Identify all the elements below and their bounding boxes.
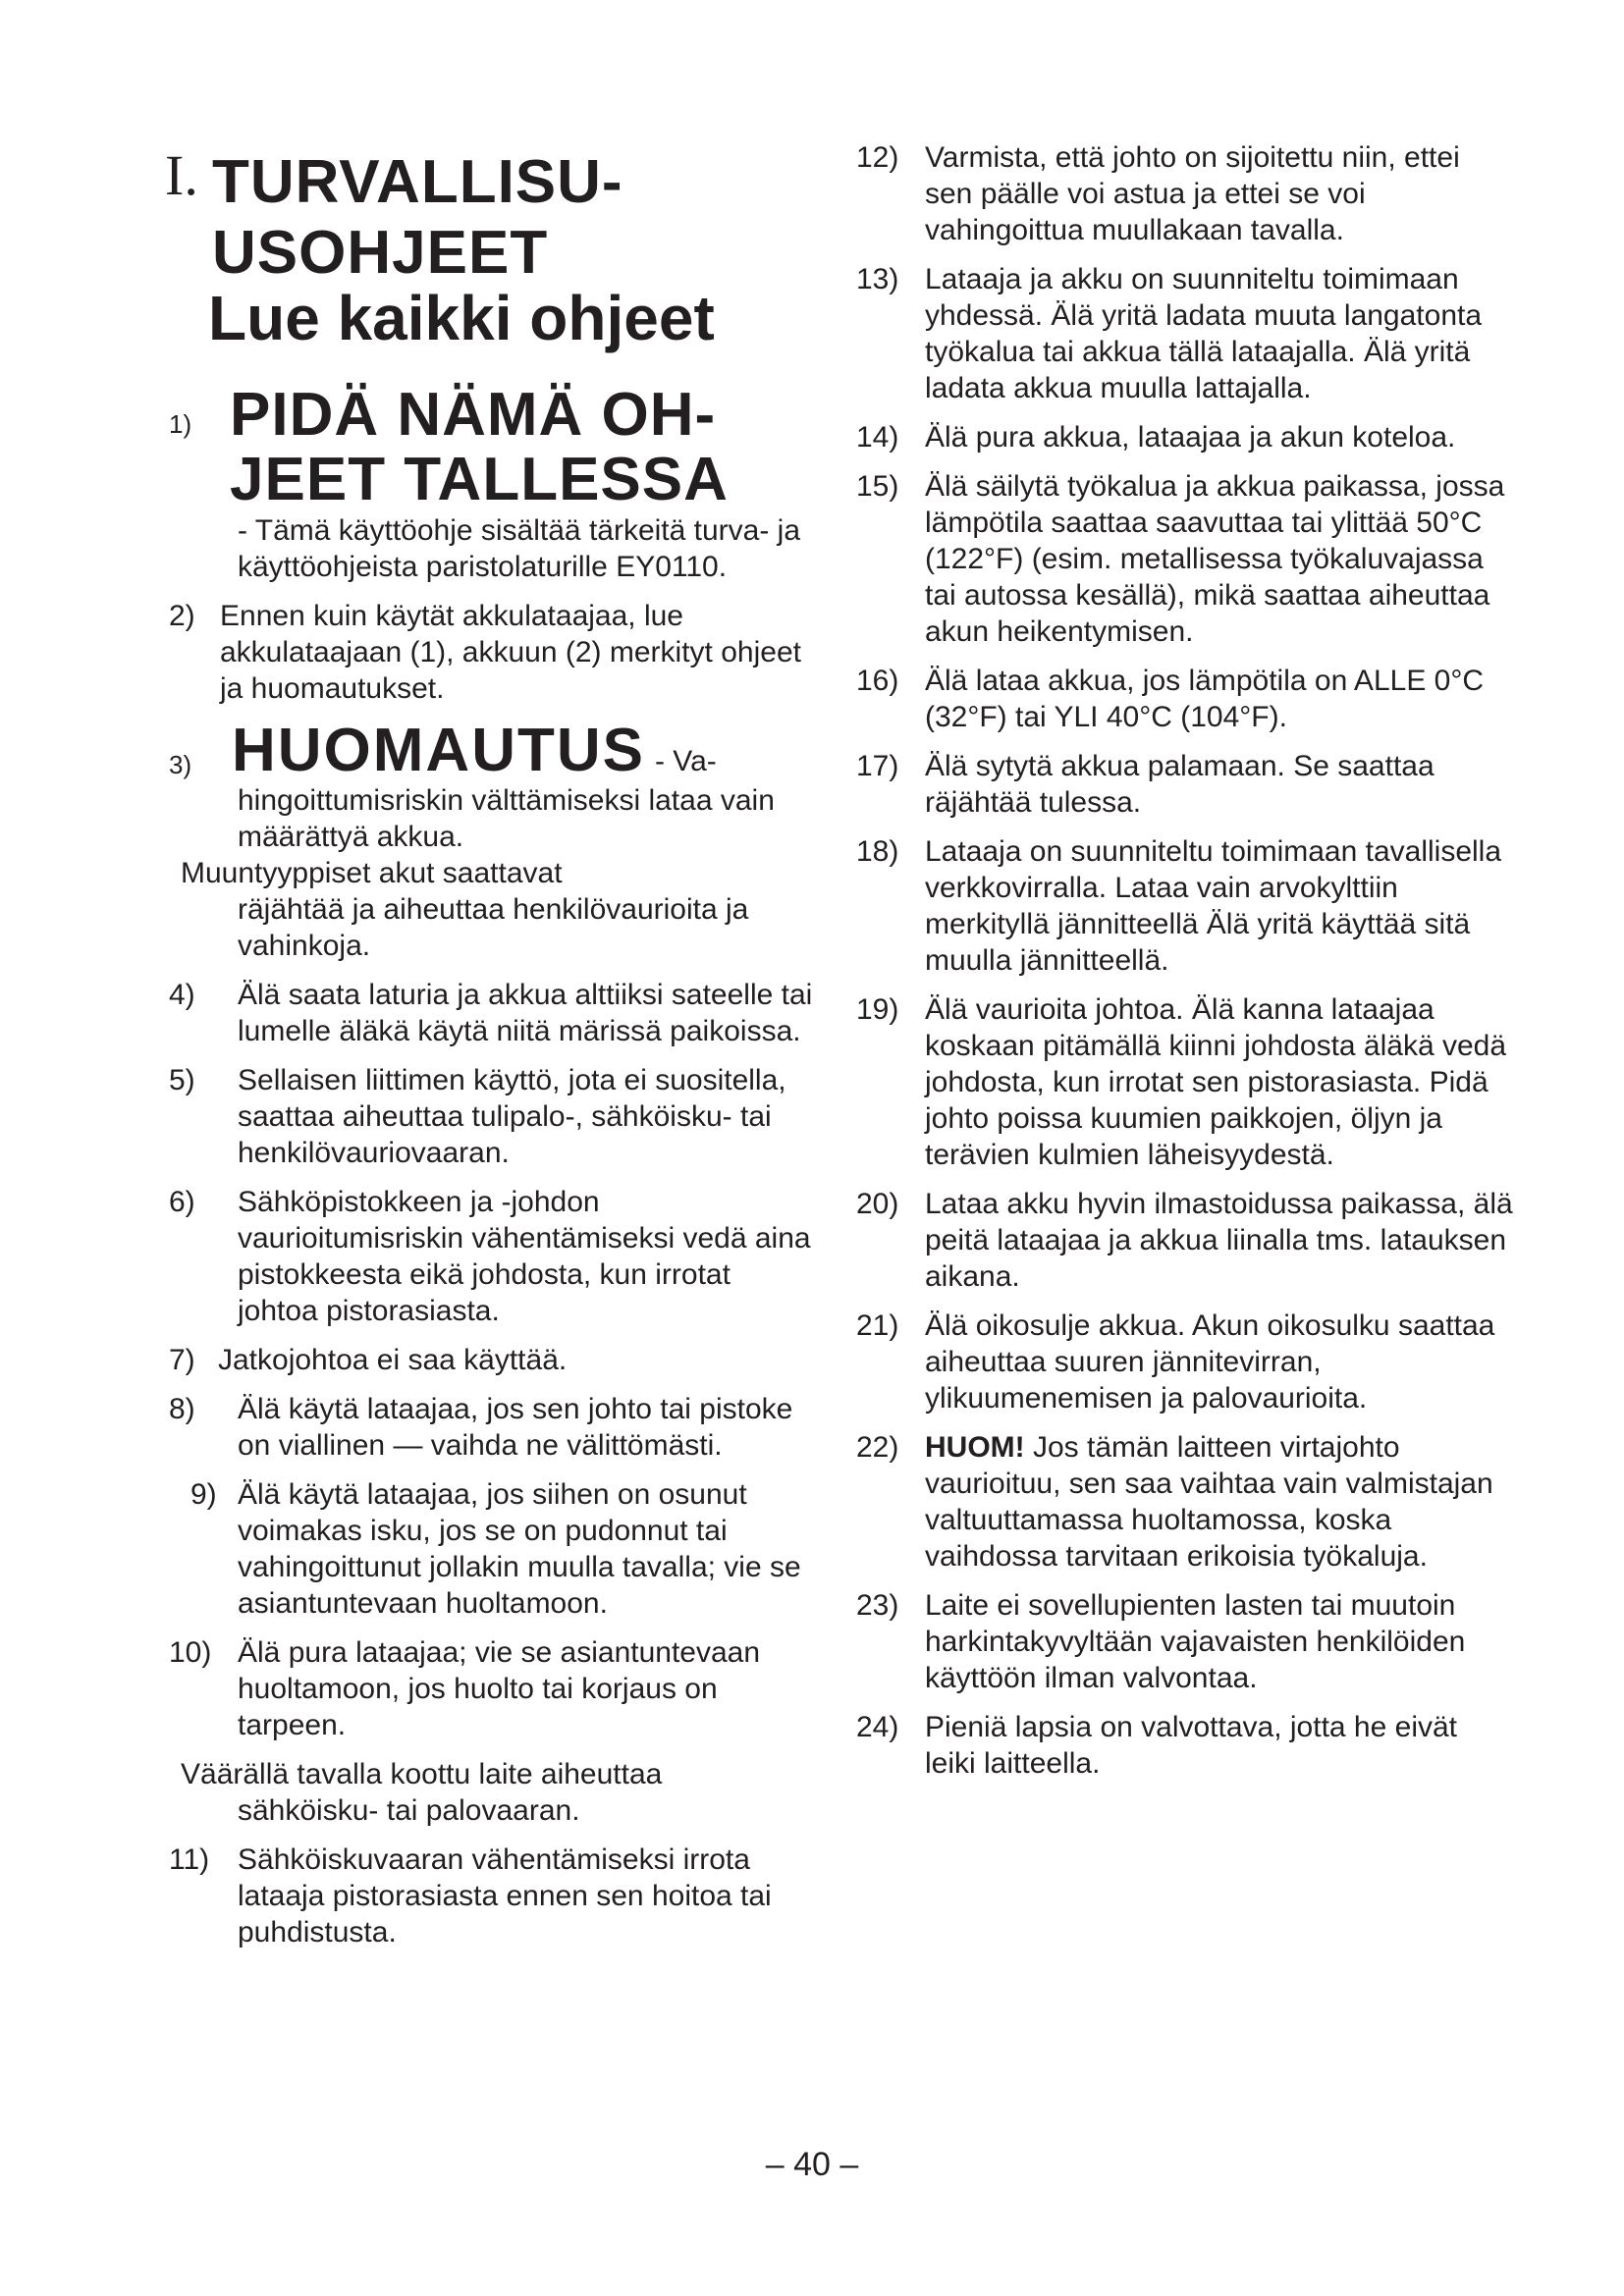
item-number: 9)	[190, 1478, 217, 1511]
item-text: Jos tämän laitteen virtajohto vaurioituu, sen saa vaihtaa vain valmistajan valtuuttamassa huoltamossa, koska vaihdossa tarvitaan erikoisia työkaluja.	[925, 1431, 1493, 1573]
list-item-1	[169, 383, 817, 585]
item-heading: HUOMAUTUS	[232, 717, 645, 784]
item-text: Sellaisen liittimen käyttö, jota ei suositella, saattaa aiheuttaa tulipalo-, sähköisku- tai henkilövauriovaaran.	[238, 1064, 786, 1169]
right-column	[856, 139, 1514, 1794]
list-item-6	[169, 1184, 817, 1329]
list-item-7	[169, 1342, 817, 1378]
list-item-24	[856, 1709, 1514, 1782]
item-text: Älä sytytä akkua palamaan. Se saattaa räjähtää tulessa.	[925, 750, 1435, 819]
item-number: 12)	[856, 141, 899, 174]
item-text: Älä käytä lataajaa, jos siihen on osunut voimakas isku, jos se on pudonnut tai vahingoittunut jollakin muulla tavalla; vie se asiantuntevaan huoltamoon.	[238, 1478, 801, 1620]
item-text: Älä pura lataajaa; vie se asiantuntevaan huoltamoon, jos huolto tai korjaus on tarpeen.	[238, 1636, 761, 1741]
item-number: 11)	[169, 1843, 210, 1876]
item-heading: PIDÄ NÄMÄ OH- JEET TALLESSA	[230, 381, 729, 513]
left-column	[169, 381, 817, 1963]
item-text: Älä säilytä työkalua ja akkua paikassa, jossa lämpötila saattaa saavuttaa tai ylittää 50°C (122°F) (esim. metallisessa työkaluvajassa tai autossa kesällä), mikä saattaa aiheuttaa akun heikentymisen.	[925, 470, 1505, 648]
item-number: 3)	[169, 750, 192, 779]
list-item-22	[856, 1429, 1514, 1575]
item-text: Sähköpistokkeen ja -johdon vaurioitumisriskin vähentämiseksi vedä aina pistokkeesta eikä johdosta, kun irrotat johtoa pistorasiasta.	[238, 1186, 811, 1327]
item-number: 13)	[856, 263, 899, 295]
list-item-18	[856, 833, 1514, 979]
list-item-8	[169, 1391, 817, 1464]
section-subtitle: Lue kaikki ohjeet	[208, 283, 715, 353]
item-number: 20)	[856, 1188, 899, 1220]
item-number: 5)	[169, 1064, 195, 1096]
item-number: 15)	[856, 470, 899, 503]
item-heading-row	[232, 717, 817, 784]
note-lead: Muuntyyppiset akut saattavat	[181, 857, 563, 889]
item-text: Älä vaurioita johtoa. Älä kanna lataajaa koskaan pitämällä kiinni johdosta äläkä vedä johdosta, kun irrotat sen pistorasiasta. Pidä johto poissa kuumien paikkojen, öljyn ja terävien kulmien läheisyydestä.	[925, 993, 1507, 1171]
item-number: 10)	[169, 1636, 212, 1669]
note-lead: Väärällä tavalla koottu laite aiheuttaa	[181, 1758, 663, 1790]
list-item-12	[856, 139, 1514, 248]
list-item-10	[169, 1634, 817, 1743]
note-text: sähköisku- tai palovaaran.	[238, 1794, 580, 1827]
list-item-19	[856, 991, 1514, 1173]
list-item-15	[856, 468, 1514, 650]
list-item-21	[856, 1308, 1514, 1416]
item-text: - Tämä käyttöohje sisältää tärkeitä turva- ja käyttöohjeista paristolaturille EY0110.	[238, 514, 801, 583]
page-number: – 40 –	[765, 2146, 859, 2183]
item-number: 24)	[856, 1711, 899, 1743]
list-item-10-note	[169, 1756, 817, 1829]
item-text: hingoittumisriskin välttämiseksi lataa vain määrättyä akkua.	[238, 784, 775, 853]
item-text: Jatkojohtoa ei saa käyttää.	[218, 1344, 568, 1376]
list-item-4	[169, 977, 817, 1049]
item-text: Ennen kuin käytät akkulataajaa, lue akkulataajaan (1), akkuun (2) merkityt ohjeet ja huomautukset.	[220, 600, 801, 705]
note-text: räjähtää ja aiheuttaa henkilövaurioita ja vahinkoja.	[238, 893, 749, 962]
list-item-23	[856, 1587, 1514, 1696]
list-item-14	[856, 419, 1514, 455]
item-text: Lataa akku hyvin ilmastoidussa paikassa, älä peitä lataajaa ja akkua liinalla tms. latauksen aikana.	[925, 1188, 1513, 1293]
item-text: Laite ei sovellupienten lasten tai muutoin harkintakyvyltään vajavaisten henkilöiden käyttöön ilman valvontaa.	[925, 1589, 1466, 1694]
item-text: Älä saata laturia ja akkua alttiiksi sateelle tai lumelle äläkä käytä niitä märissä paikoissa.	[238, 979, 813, 1047]
list-item-2	[169, 598, 817, 707]
item-number: 22)	[856, 1431, 899, 1464]
item-heading-suffix: - Va-	[654, 745, 717, 777]
item-number: 17)	[856, 750, 899, 782]
item-number: 19)	[856, 993, 899, 1026]
list-item-17	[856, 748, 1514, 821]
item-bold-word: HUOM!	[925, 1431, 1025, 1464]
item-number: 8)	[169, 1393, 195, 1425]
item-text: Pieniä lapsia on valvottava, jotta he eivät leiki laitteella.	[925, 1711, 1458, 1780]
item-number: 14)	[856, 421, 899, 454]
list-item-5	[169, 1062, 817, 1171]
item-text: Lataaja on suunniteltu toimimaan tavallisella verkkovirralla. Lataa vain arvokylttiin merkityllä jännitteellä Älä yritä käyttää sitä muulla jännitteellä.	[925, 835, 1502, 977]
list-item-16	[856, 663, 1514, 735]
item-number: 16)	[856, 665, 899, 697]
list-item-3-note	[169, 855, 817, 964]
item-number: 4)	[169, 979, 195, 1011]
list-item-20	[856, 1186, 1514, 1295]
list-item-13	[856, 261, 1514, 406]
item-text: Älä käytä lataajaa, jos sen johto tai pistoke on viallinen — vaihda ne välittömästi.	[238, 1393, 793, 1462]
item-number: 1)	[169, 409, 192, 439]
item-number: 6)	[169, 1186, 195, 1218]
list-item-11	[169, 1842, 817, 1950]
item-text: Sähköiskuvaaran vähentämiseksi irrota lataaja pistorasiasta ennen sen hoitoa tai puhdistusta.	[238, 1843, 772, 1949]
item-text: Varmista, että johto on sijoitettu niin, ettei sen päälle voi astua ja ettei se voi vahingoittua muullakaan tavalla.	[925, 141, 1460, 246]
item-number: 18)	[856, 835, 899, 868]
item-text: Älä oikosulje akkua. Akun oikosulku saattaa aiheuttaa suuren jännitevirran, ylikuumenemisen ja palovaurioita.	[925, 1309, 1495, 1415]
item-number: 21)	[856, 1309, 899, 1342]
section-title: TURVALLISU- USOHJEET	[212, 148, 623, 287]
list-item-9	[169, 1476, 817, 1622]
item-number: 23)	[856, 1589, 899, 1622]
list-item-3	[169, 717, 817, 855]
item-number: 2)	[169, 600, 195, 632]
item-text: Älä pura akkua, lataajaa ja akun koteloa.	[925, 421, 1456, 454]
item-text-wrap	[925, 1429, 1514, 1575]
section-number: I.	[165, 143, 198, 207]
item-text: Lataaja ja akku on suunniteltu toimimaan yhdessä. Älä yritä ladata muuta langatonta työkalua tai akkua tällä lataajalla. Älä yritä ladata akkua muulla lattajalla.	[925, 263, 1483, 404]
item-text: Älä lataa akkua, jos lämpötila on ALLE 0°C (32°F) tai YLI 40°C (104°F).	[925, 665, 1485, 733]
item-number: 7)	[169, 1344, 195, 1376]
